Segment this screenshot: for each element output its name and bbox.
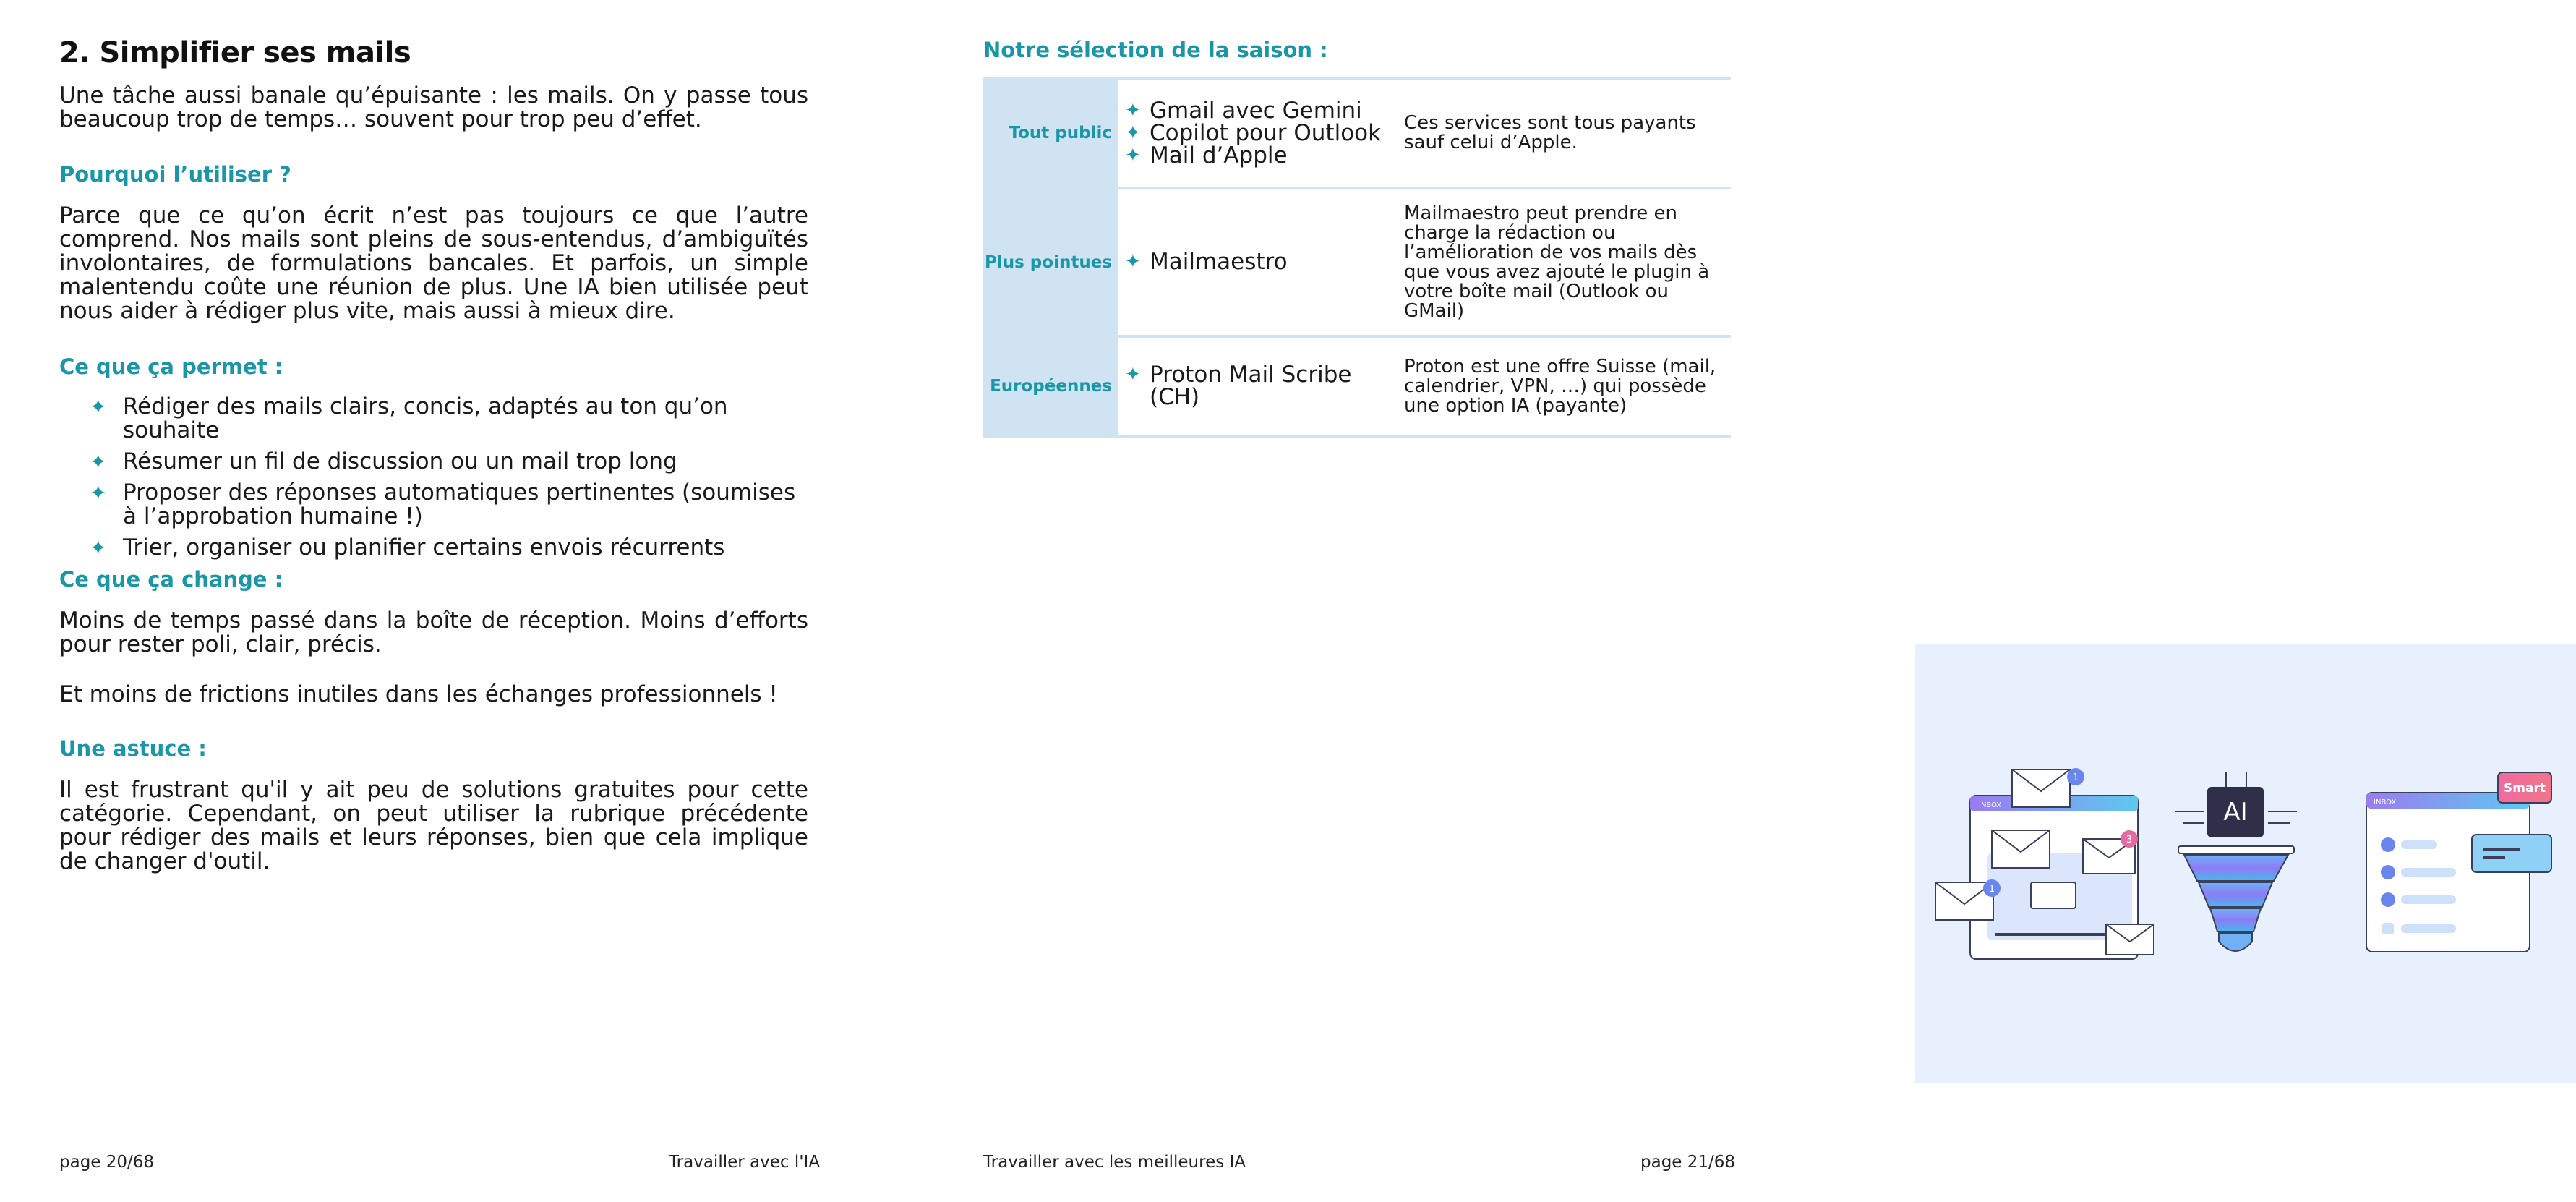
tool-item: ✦ Copilot pour Outlook	[1125, 119, 1382, 146]
tool-item: ✦ Mailmaestro	[1125, 249, 1288, 275]
smart-tag	[2498, 772, 2551, 803]
allows-heading: Ce que ça permet :	[59, 354, 283, 379]
why-paragraph: Parce que ce qu’on écrit n’est pas toujours ce que l’autre comprend. Nos mails sont pleins de sous-entendus, d’ambiguïtés involontaires, de formulations bancales. Et parfois, un simple malentendu coûte une réunion de plus. Une IA bien utilisée peut nous aider à rédiger plus vite, mais aussi à mieux dire.	[59, 203, 808, 324]
category-cell: Plus pointues	[983, 188, 1118, 336]
page-number-left: page 20/68	[59, 1153, 155, 1172]
badge-count: 1	[2072, 772, 2079, 783]
book-title-left: Travailler avec l'IA	[669, 1153, 821, 1172]
ai-chip-label: AI	[2223, 798, 2248, 827]
tool-item: ✦ Proton Mail Scribe (CH)	[1125, 362, 1352, 410]
badge-count: 3	[2126, 835, 2133, 845]
changes-paragraph-2: Et moins de frictions inutiles dans les échanges professionnels !	[59, 681, 778, 707]
sparkle-bullet-icon: ✦	[1125, 364, 1141, 385]
check-icon	[2381, 892, 2395, 907]
envelope-icon	[2012, 770, 2070, 807]
sparkle-bullet-icon: ✦	[1125, 122, 1141, 144]
email-ai-illustration	[1915, 644, 2576, 1083]
book-title-right: Travailler avec les meilleures IA	[983, 1153, 1246, 1172]
tip-paragraph: Il est frustrant qu'il y ait peu de solutions gratuites pour cette catégorie. Cependant, on peut utiliser la rubrique précédente pour rédiger des mails et leurs réponses, bien que cela implique de changer d'outil.	[59, 777, 808, 874]
why-heading: Pourquoi l’utiliser ?	[59, 162, 291, 187]
category-cell: Tout public	[983, 78, 1118, 188]
smart-label: Smart	[2504, 781, 2546, 796]
tool-item: ✦ Mail d’Apple	[1125, 142, 1288, 169]
sparkle-bullet-icon: ✦	[1125, 99, 1141, 122]
list-item: ✦ Proposer des réponses automatiques pertinentes (soumises à l’approbation humaine !)	[90, 479, 796, 529]
inbox-label-left: INBOX	[1979, 801, 2002, 809]
tools-cell	[1118, 188, 1400, 336]
note-cell: Proton est une offre Suisse (mail, calendrier, VPN, …) qui possède une option IA (payante)	[1404, 355, 1716, 417]
sparkle-bullet-icon: ✦	[90, 450, 107, 474]
check-icon	[2381, 865, 2395, 879]
table-row	[983, 188, 1731, 336]
envelope-icon	[1992, 830, 2050, 868]
tools-cell	[1118, 78, 1400, 188]
note-cell: Mailmaestro peut prendre en charge la rédaction ou l’amélioration de vos mails dès que vous avez ajouté le plugin à votre boîte mail (Outlook ou GMail)	[1404, 202, 1710, 322]
table-row	[983, 78, 1731, 188]
tools-cell	[1118, 336, 1400, 436]
sparkle-bullet-icon: ✦	[90, 395, 107, 419]
table-row	[983, 336, 1731, 436]
check-icon	[2381, 837, 2395, 852]
chat-bubble-icon	[2472, 835, 2551, 872]
page-number-right: page 21/68	[1640, 1153, 1736, 1172]
list-item: ✦ Résumer un fil de discussion ou un mail trop long	[90, 448, 677, 474]
inbox-label-right: INBOX	[2374, 798, 2397, 806]
sparkle-bullet-icon: ✦	[90, 481, 107, 505]
sparkle-bullet-icon: ✦	[90, 536, 107, 560]
changes-heading: Ce que ça change :	[59, 567, 283, 592]
sparkle-bullet-icon: ✦	[1125, 144, 1141, 166]
allows-list	[90, 395, 813, 567]
note-cell: Ces services sont tous payants sauf celui d’Apple.	[1404, 112, 1696, 153]
list-item: ✦ Trier, organiser ou planifier certains envois récurrents	[90, 534, 725, 560]
tip-heading: Une astuce :	[59, 736, 207, 761]
badge-count: 1	[1988, 884, 1995, 895]
left-page	[0, 0, 887, 1202]
section-title: 2. Simplifier ses mails	[59, 36, 411, 69]
changes-paragraph-1: Moins de temps passé dans la boîte de réception. Moins d’efforts pour rester poli, clair, précis.	[59, 608, 808, 657]
selection-title: Notre sélection de la saison :	[983, 38, 1328, 62]
category-cell: Européennes	[983, 336, 1118, 436]
list-item: ✦ Rédiger des mails clairs, concis, adaptés au ton qu’on souhaite	[90, 393, 728, 443]
right-page	[887, 0, 2546, 1202]
sparkle-bullet-icon: ✦	[1125, 251, 1141, 273]
envelope-icon	[2106, 924, 2154, 955]
intro-paragraph: Une tâche aussi banale qu’épuisante : les mails. On y passe tous beaucoup trop de temps… souvent pour trop peu d’effet.	[59, 82, 808, 132]
selection-table	[983, 77, 1731, 438]
tool-item: ✦ Gmail avec Gemini	[1125, 97, 1362, 124]
